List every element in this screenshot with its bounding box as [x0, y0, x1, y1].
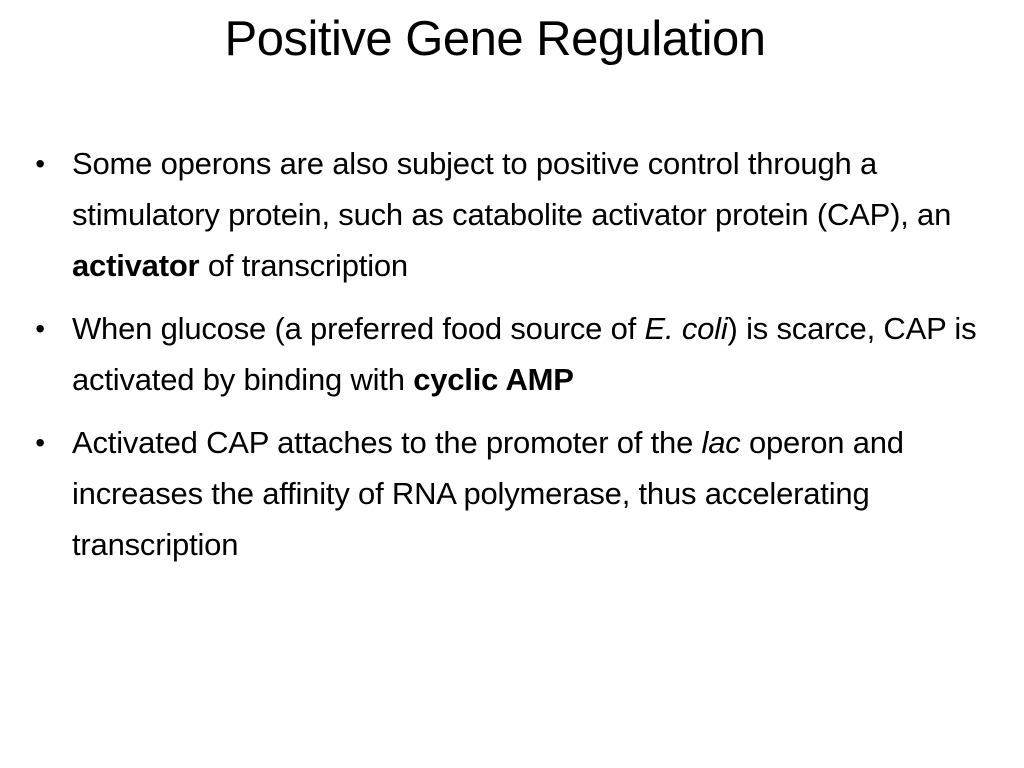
bullet-item [30, 138, 980, 291]
italic-term: E. coli [644, 311, 728, 346]
bold-term: cyclic AMP [413, 362, 574, 397]
bold-term: activator [72, 248, 200, 283]
bullet-item [30, 303, 980, 405]
bullet-list [30, 138, 980, 582]
bullet-icon: • [35, 313, 45, 344]
bullet-icon: • [35, 148, 45, 179]
bullet-item [30, 417, 980, 570]
italic-term: lac [701, 425, 741, 460]
bullet-icon: • [35, 427, 45, 458]
text-segment: ) is scarce, CAP is activated by binding with [72, 311, 977, 397]
bullet-text [72, 425, 904, 562]
bullet-text [72, 146, 951, 283]
text-segment: Some operons are also subject to positive control through a stimulatory protein, such as catabolite activator protein (CAP), an [72, 146, 952, 232]
bullet-text [72, 311, 976, 397]
text-segment: of transcription [199, 248, 408, 283]
slide-title: Positive Gene Regulation [224, 12, 766, 66]
text-segment: operon and increases the affinity of RNA polymerase, thus accelerating transcription [72, 425, 904, 562]
text-segment: Activated CAP attaches to the promoter of the [72, 425, 702, 460]
text-segment: When glucose (a preferred food source of [72, 311, 645, 346]
